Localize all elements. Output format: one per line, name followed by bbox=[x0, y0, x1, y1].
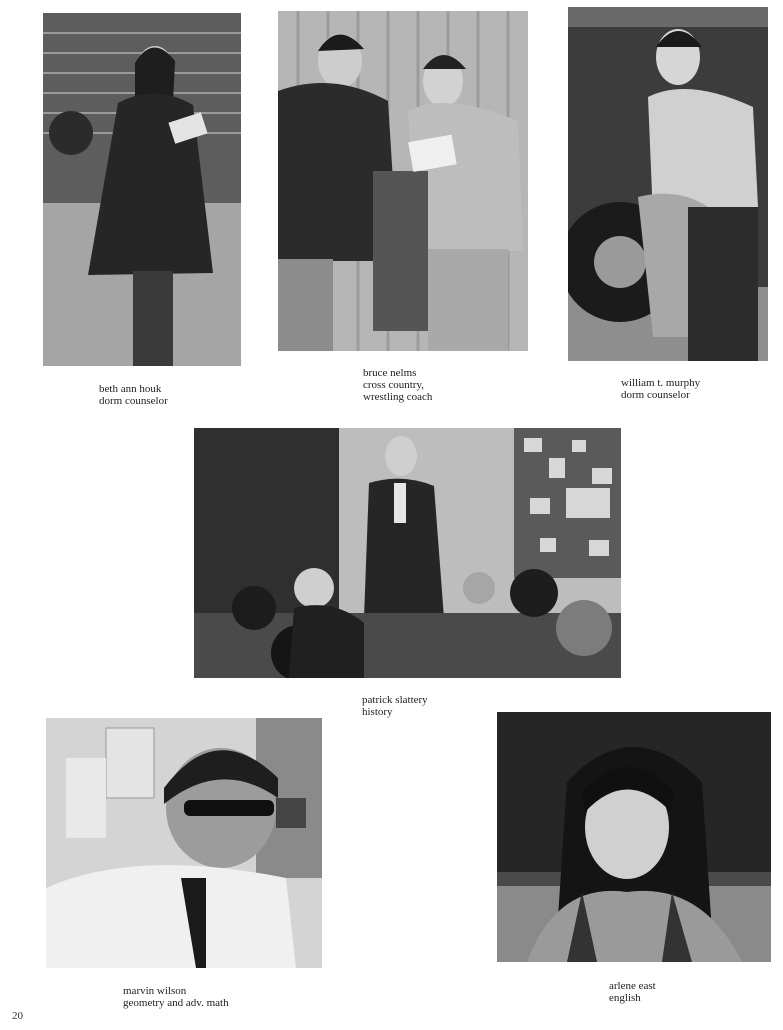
caption-marvin-wilson bbox=[123, 985, 229, 1009]
caption-name: beth ann houk bbox=[99, 383, 162, 395]
caption-role-line-2: wrestling coach bbox=[363, 391, 433, 403]
caption-role: dorm counselor bbox=[99, 395, 168, 407]
caption-name: arlene east bbox=[609, 980, 656, 992]
caption-name: william t. murphy bbox=[621, 377, 701, 389]
photo-patrick-slattery bbox=[194, 428, 621, 678]
caption-name: marvin wilson bbox=[123, 985, 187, 997]
caption-role: geometry and adv. math bbox=[123, 997, 229, 1009]
photo-bruce-nelms bbox=[278, 11, 528, 351]
caption-arlene-east bbox=[609, 980, 656, 1004]
caption-patrick-slattery bbox=[362, 694, 428, 718]
caption-role: history bbox=[362, 706, 393, 718]
photo-marvin-wilson bbox=[46, 718, 322, 968]
caption-william-t-murphy bbox=[621, 377, 700, 401]
page-number: 20 bbox=[12, 1010, 23, 1022]
photo-william-t-murphy bbox=[568, 7, 768, 361]
caption-name: bruce nelms bbox=[363, 367, 417, 379]
caption-role: english bbox=[609, 992, 641, 1004]
caption-bruce-nelms bbox=[363, 367, 432, 403]
photo-beth-ann-houk bbox=[43, 13, 241, 366]
caption-name: patrick slattery bbox=[362, 694, 428, 706]
caption-role: cross country, bbox=[363, 379, 424, 391]
caption-beth-ann-houk bbox=[99, 383, 168, 407]
caption-role: dorm counselor bbox=[621, 389, 690, 401]
photo-arlene-east bbox=[497, 712, 771, 962]
